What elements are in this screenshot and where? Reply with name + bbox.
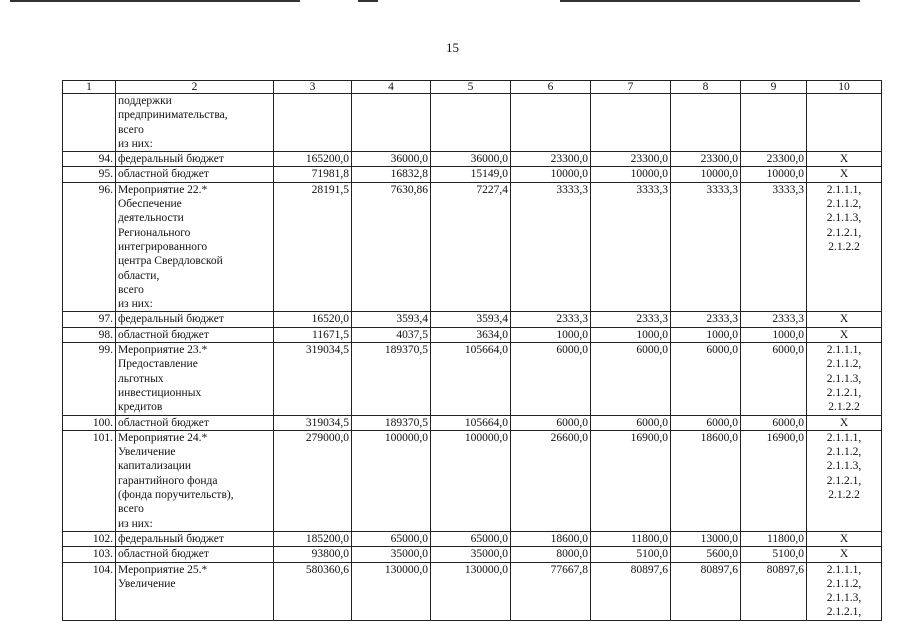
amount-cell: 6000,0 [591, 415, 671, 430]
amount-cell: 8000,0 [511, 547, 591, 562]
amount-cell: 80897,6 [741, 562, 807, 620]
amount-cell: 77667,8 [511, 562, 591, 620]
item-name-cell: Мероприятие 24.* Увеличение капитализации гарантийного фонда (фонда поручительств), всего из них: [116, 430, 274, 531]
amount-cell: 3333,3 [591, 182, 671, 312]
amount-cell: 6000,0 [591, 343, 671, 415]
column-header: 7 [591, 81, 671, 94]
amount-cell: 3634,0 [431, 327, 511, 342]
table-row [63, 312, 882, 327]
row-number-cell: 104. [63, 562, 116, 620]
amount-cell: 100000,0 [352, 430, 431, 531]
top-rule-right [560, 0, 860, 2]
amount-cell [431, 94, 511, 152]
item-name-cell: областной бюджет [116, 167, 274, 182]
amount-cell: 10000,0 [511, 167, 591, 182]
amount-cell: 11800,0 [741, 531, 807, 546]
amount-cell: 15149,0 [431, 167, 511, 182]
column-header: 1 [63, 81, 116, 94]
amount-cell: 16832,8 [352, 167, 431, 182]
row-number-cell: 99. [63, 343, 116, 415]
item-name-cell: федеральный бюджет [116, 312, 274, 327]
amount-cell: 6000,0 [741, 343, 807, 415]
amount-cell: 319034,5 [274, 415, 352, 430]
header-row [63, 81, 882, 94]
amount-cell: 16900,0 [591, 430, 671, 531]
amount-cell: 3593,4 [431, 312, 511, 327]
amount-cell: 36000,0 [352, 152, 431, 167]
amount-cell: 18600,0 [511, 531, 591, 546]
row-number-cell: 98. [63, 327, 116, 342]
amount-cell: 1000,0 [671, 327, 741, 342]
amount-cell: 2333,3 [671, 312, 741, 327]
amount-cell: 3333,3 [671, 182, 741, 312]
table-row [63, 327, 882, 342]
amount-cell: 6000,0 [671, 343, 741, 415]
amount-cell: 10000,0 [741, 167, 807, 182]
budget-table [62, 80, 882, 621]
item-name-cell: поддержки предпринимательства, всего из них: [116, 94, 274, 152]
table-row [63, 415, 882, 430]
amount-cell: 3333,3 [511, 182, 591, 312]
target-indicator-cell: Х [807, 547, 882, 562]
table-row [63, 152, 882, 167]
column-header: 4 [352, 81, 431, 94]
amount-cell: 189370,5 [352, 415, 431, 430]
amount-cell: 11800,0 [591, 531, 671, 546]
top-rule-center [358, 0, 378, 2]
row-number-cell: 100. [63, 415, 116, 430]
amount-cell: 5600,0 [671, 547, 741, 562]
amount-cell [352, 94, 431, 152]
amount-cell: 16520,0 [274, 312, 352, 327]
amount-cell: 93800,0 [274, 547, 352, 562]
table-row [63, 167, 882, 182]
row-number-cell [63, 94, 116, 152]
target-indicator-cell: 2.1.1.1, 2.1.1.2, 2.1.1.3, 2.1.2.1, 2.1.2.2 [807, 182, 882, 312]
item-name-cell: Мероприятие 25.* Увеличение [116, 562, 274, 620]
amount-cell [741, 94, 807, 152]
amount-cell: 100000,0 [431, 430, 511, 531]
table-row [63, 182, 882, 312]
amount-cell: 18600,0 [671, 430, 741, 531]
item-name-cell: Мероприятие 23.* Предоставление льготных инвестиционных кредитов [116, 343, 274, 415]
row-number-cell: 101. [63, 430, 116, 531]
amount-cell: 65000,0 [352, 531, 431, 546]
amount-cell: 580360,6 [274, 562, 352, 620]
amount-cell: 130000,0 [352, 562, 431, 620]
amount-cell: 1000,0 [591, 327, 671, 342]
amount-cell: 36000,0 [431, 152, 511, 167]
column-header: 8 [671, 81, 741, 94]
amount-cell: 16900,0 [741, 430, 807, 531]
amount-cell [274, 94, 352, 152]
amount-cell: 35000,0 [352, 547, 431, 562]
table-row [63, 562, 882, 620]
amount-cell: 105664,0 [431, 343, 511, 415]
amount-cell: 80897,6 [671, 562, 741, 620]
amount-cell: 165200,0 [274, 152, 352, 167]
target-indicator-cell: 2.1.1.1, 2.1.1.2, 2.1.1.3, 2.1.2.1, 2.1.2.2 [807, 430, 882, 531]
amount-cell: 10000,0 [591, 167, 671, 182]
amount-cell: 28191,5 [274, 182, 352, 312]
amount-cell: 71981,8 [274, 167, 352, 182]
table-row [63, 430, 882, 531]
column-header: 5 [431, 81, 511, 94]
row-number-cell: 97. [63, 312, 116, 327]
target-indicator-cell: Х [807, 152, 882, 167]
table-row [63, 547, 882, 562]
amount-cell: 23300,0 [511, 152, 591, 167]
row-number-cell: 94. [63, 152, 116, 167]
page-number: 15 [446, 40, 459, 55]
amount-cell: 23300,0 [671, 152, 741, 167]
amount-cell: 6000,0 [671, 415, 741, 430]
amount-cell: 65000,0 [431, 531, 511, 546]
amount-cell: 105664,0 [431, 415, 511, 430]
top-rule-left [10, 0, 300, 2]
target-indicator-cell: 2.1.1.1, 2.1.1.2, 2.1.1.3, 2.1.2.1, 2.1.2.2 [807, 343, 882, 415]
amount-cell: 6000,0 [511, 343, 591, 415]
amount-cell: 6000,0 [741, 415, 807, 430]
item-name-cell: федеральный бюджет [116, 531, 274, 546]
column-header: 10 [807, 81, 882, 94]
row-number-cell: 103. [63, 547, 116, 562]
amount-cell: 2333,3 [511, 312, 591, 327]
amount-cell: 13000,0 [671, 531, 741, 546]
target-indicator-cell: Х [807, 327, 882, 342]
amount-cell: 23300,0 [591, 152, 671, 167]
amount-cell: 35000,0 [431, 547, 511, 562]
amount-cell: 26600,0 [511, 430, 591, 531]
amount-cell: 5100,0 [591, 547, 671, 562]
amount-cell: 319034,5 [274, 343, 352, 415]
amount-cell: 23300,0 [741, 152, 807, 167]
amount-cell: 1000,0 [741, 327, 807, 342]
amount-cell: 6000,0 [511, 415, 591, 430]
item-name-cell: федеральный бюджет [116, 152, 274, 167]
item-name-cell: Мероприятие 22.* Обеспечение деятельности Регионального интегрированного центра Свердловской области, всего из них: [116, 182, 274, 312]
item-name-cell: областной бюджет [116, 547, 274, 562]
amount-cell [511, 94, 591, 152]
target-indicator-cell: Х [807, 531, 882, 546]
row-number-cell: 102. [63, 531, 116, 546]
amount-cell: 185200,0 [274, 531, 352, 546]
amount-cell: 3593,4 [352, 312, 431, 327]
amount-cell [671, 94, 741, 152]
amount-cell: 4037,5 [352, 327, 431, 342]
column-header: 6 [511, 81, 591, 94]
table-row [63, 94, 882, 152]
target-indicator-cell: 2.1.1.1, 2.1.1.2, 2.1.1.3, 2.1.2.1, [807, 562, 882, 620]
amount-cell: 2333,3 [591, 312, 671, 327]
amount-cell: 279000,0 [274, 430, 352, 531]
row-number-cell: 95. [63, 167, 116, 182]
item-name-cell: областной бюджет [116, 327, 274, 342]
amount-cell: 7227,4 [431, 182, 511, 312]
amount-cell: 80897,6 [591, 562, 671, 620]
amount-cell: 1000,0 [511, 327, 591, 342]
column-header: 9 [741, 81, 807, 94]
amount-cell: 7630,86 [352, 182, 431, 312]
table-row [63, 343, 882, 415]
amount-cell: 130000,0 [431, 562, 511, 620]
target-indicator-cell: Х [807, 415, 882, 430]
amount-cell [591, 94, 671, 152]
target-indicator-cell: Х [807, 167, 882, 182]
target-indicator-cell [807, 94, 882, 152]
amount-cell: 2333,3 [741, 312, 807, 327]
column-header: 2 [116, 81, 274, 94]
column-header: 3 [274, 81, 352, 94]
amount-cell: 10000,0 [671, 167, 741, 182]
row-number-cell: 96. [63, 182, 116, 312]
amount-cell: 189370,5 [352, 343, 431, 415]
table-row [63, 531, 882, 546]
amount-cell: 5100,0 [741, 547, 807, 562]
target-indicator-cell: Х [807, 312, 882, 327]
item-name-cell: областной бюджет [116, 415, 274, 430]
amount-cell: 3333,3 [741, 182, 807, 312]
amount-cell: 11671,5 [274, 327, 352, 342]
